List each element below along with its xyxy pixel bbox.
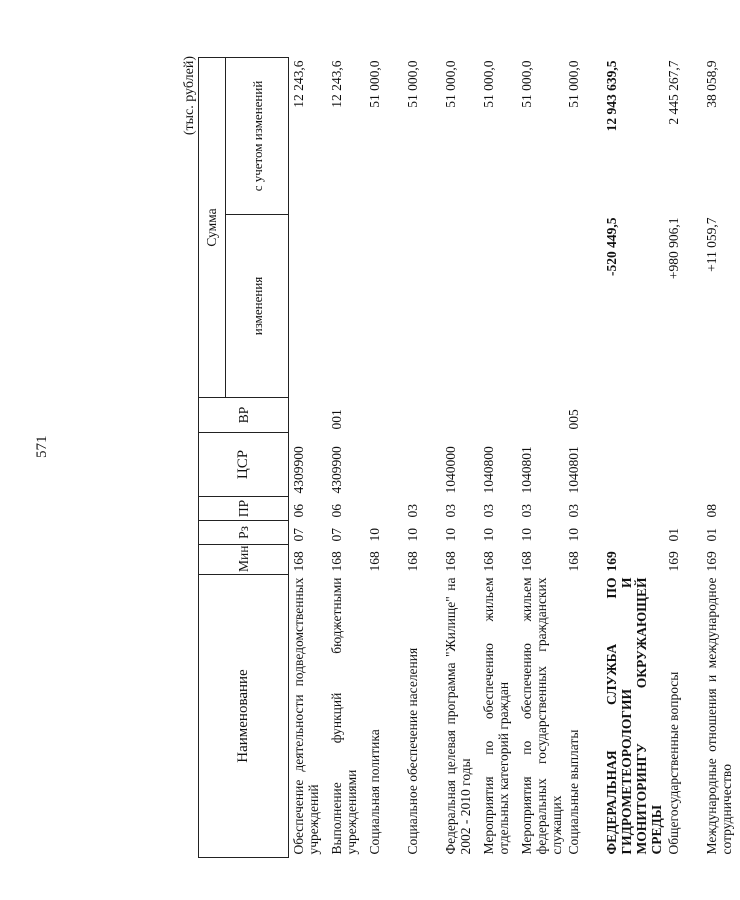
cell-rz: [602, 521, 664, 545]
cell-name: Федеральная целевая программа "Жилище" на 2002 - 2010 годы: [443, 577, 473, 855]
cell-min: 168: [367, 551, 382, 572]
header-vr: ВР: [199, 398, 289, 433]
cell-min: 168: [481, 551, 496, 572]
cell-pr: 03: [405, 504, 420, 518]
cell-min: 168: [291, 551, 306, 572]
cell-rz: 10: [481, 528, 496, 542]
cell-change: [403, 215, 441, 398]
table-row: [517, 57, 564, 857]
cell-vr: 001: [329, 409, 344, 430]
table-row: [403, 57, 441, 857]
cell-min: 168: [566, 551, 581, 572]
cell-total: 51 000,0: [405, 60, 420, 108]
table-body: [289, 57, 740, 857]
cell-total: 51 000,0: [519, 60, 534, 108]
cell-csr: 1040800: [481, 446, 496, 494]
cell-csr: [664, 433, 702, 497]
table-row: [289, 57, 328, 857]
cell-pr: 03: [481, 504, 496, 518]
cell-rz: 07: [329, 528, 344, 542]
cell-vr: [702, 398, 740, 433]
cell-pr: 03: [519, 504, 534, 518]
table-header: [199, 57, 289, 857]
header-min: Мин: [199, 545, 289, 575]
cell-csr: 1040000: [443, 446, 458, 494]
header-with-changes: с учетом изменений: [226, 57, 289, 214]
cell-pr: 06: [329, 504, 344, 518]
cell-change: +980 906,1: [666, 217, 681, 280]
cell-change: [517, 215, 564, 398]
cell-change: [441, 215, 479, 398]
cell-rz: 10: [566, 528, 581, 542]
cell-change: -520 449,5: [604, 217, 619, 276]
cell-change: [327, 215, 365, 398]
cell-total: 38 058,9: [704, 60, 719, 108]
cell-csr: 1040801: [519, 446, 534, 494]
table-row: [365, 57, 403, 857]
cell-min: 169: [604, 551, 619, 572]
cell-pr: [365, 497, 403, 521]
cell-total: 12 243,6: [291, 60, 306, 108]
header-pr: ПР: [199, 497, 289, 521]
cell-vr: [602, 398, 664, 433]
cell-rz: 10: [367, 528, 382, 542]
table-row: [479, 57, 517, 857]
table-row: [702, 57, 740, 857]
cell-vr: [517, 398, 564, 433]
cell-name: Общегосударственные вопросы: [666, 671, 681, 855]
cell-name: Социальное обеспечение населения: [405, 647, 420, 855]
units-label: (тыс. рублей): [182, 56, 197, 136]
cell-min: 168: [519, 551, 534, 572]
cell-total: 51 000,0: [566, 60, 581, 108]
cell-vr: [479, 398, 517, 433]
cell-vr: [365, 398, 403, 433]
cell-min: 169: [666, 551, 681, 572]
cell-min: 168: [405, 551, 420, 572]
table-row: [327, 57, 365, 857]
cell-total: 51 000,0: [443, 60, 458, 108]
cell-change: [479, 215, 517, 398]
budget-table: [198, 57, 740, 858]
cell-total: 51 000,0: [481, 60, 496, 108]
cell-vr: [664, 398, 702, 433]
cell-name: Социальная политика: [367, 729, 382, 855]
cell-total: 2 445 267,7: [666, 60, 681, 125]
budget-table-page: [180, 48, 734, 858]
cell-vr: [441, 398, 479, 433]
cell-csr: [602, 433, 664, 497]
cell-name: Мероприятия по обеспечению жильем отдельных категорий граждан: [481, 577, 511, 855]
cell-change: [365, 215, 403, 398]
cell-change: [289, 215, 328, 398]
table-row: [602, 57, 664, 857]
cell-pr: 06: [291, 504, 306, 518]
cell-vr: [403, 398, 441, 433]
cell-total: 12 943 639,5: [604, 60, 619, 132]
table-row: [441, 57, 479, 857]
cell-rz: 01: [704, 528, 719, 542]
cell-csr: [702, 433, 740, 497]
cell-pr: [664, 497, 702, 521]
cell-min: 168: [329, 551, 344, 572]
page-number: 571: [34, 435, 50, 458]
cell-name: Выполнение функций бюджетными учреждениями: [329, 577, 359, 855]
cell-min: 169: [704, 551, 719, 572]
cell-rz: 01: [666, 528, 681, 542]
cell-name: Обеспечение деятельности подведомственных учреждений: [291, 577, 321, 855]
cell-total: 12 243,6: [329, 60, 344, 108]
cell-csr: [365, 433, 403, 497]
cell-name: Мероприятия по обеспечению жильем федеральных государственных гражданских служащих: [519, 577, 564, 855]
cell-csr: 4309900: [329, 446, 344, 494]
cell-name: Международные отношения и международное сотрудничество: [704, 577, 734, 855]
cell-pr: 08: [704, 504, 719, 518]
header-rz: Рз: [199, 521, 289, 545]
table-row: [564, 57, 602, 857]
header-name: Наименование: [199, 575, 289, 858]
header-sum: Сумма: [199, 57, 226, 397]
cell-pr: 03: [566, 504, 581, 518]
cell-name: ФЕДЕРАЛЬНАЯ СЛУЖБА ПО ГИДРОМЕТЕОРОЛОГИИ И МОНИТОРИНГУ ОКРУЖАЮЩЕЙ СРЕДЫ: [604, 577, 664, 855]
cell-rz: 10: [405, 528, 420, 542]
cell-vr: 005: [566, 409, 581, 430]
cell-min: 168: [443, 551, 458, 572]
table-row: [664, 57, 702, 857]
cell-csr: 4309900: [291, 446, 306, 494]
cell-rz: 10: [443, 528, 458, 542]
cell-csr: 1040801: [566, 446, 581, 494]
cell-pr: 03: [443, 504, 458, 518]
header-changes: изменения: [226, 215, 289, 398]
cell-change: +11 059,7: [704, 217, 719, 272]
cell-rz: 10: [519, 528, 534, 542]
cell-change: [564, 215, 602, 398]
header-csr: ЦСР: [199, 433, 289, 497]
cell-name: Социальные выплаты: [566, 729, 581, 855]
cell-csr: [403, 433, 441, 497]
cell-pr: [602, 497, 664, 521]
cell-rz: 07: [291, 528, 306, 542]
cell-total: 51 000,0: [367, 60, 382, 108]
cell-vr: [289, 398, 328, 433]
